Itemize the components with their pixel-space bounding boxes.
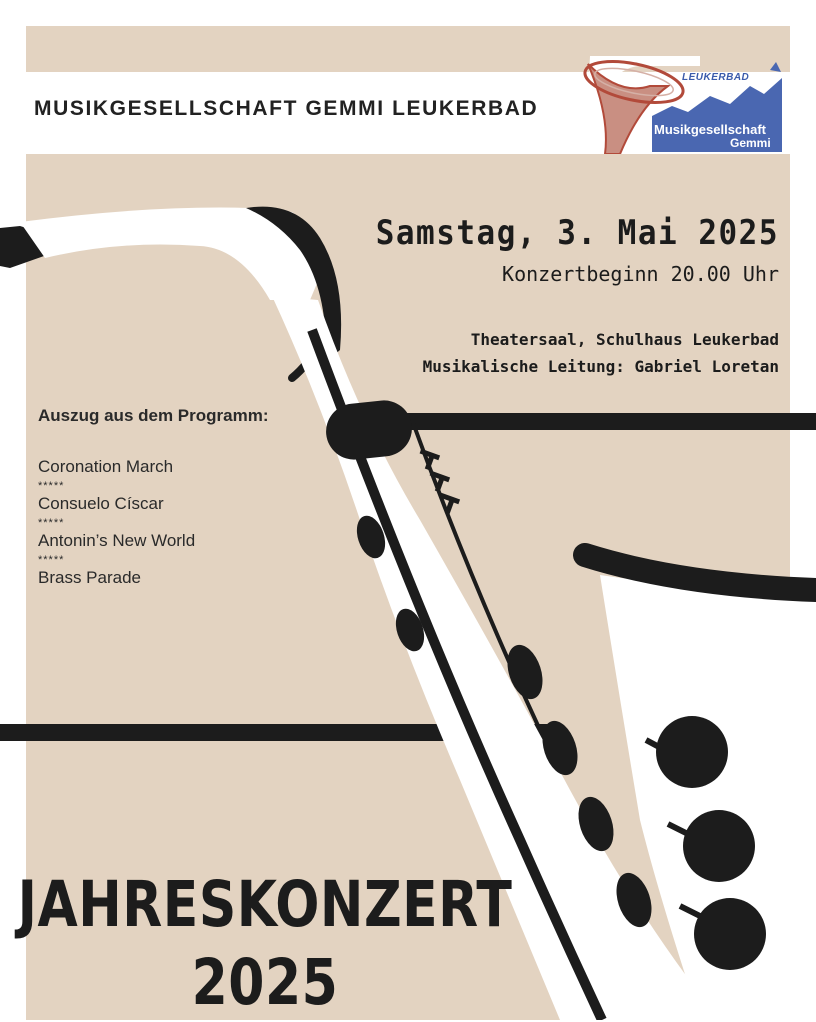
program-heading: Auszug aus dem Programm: [38,406,269,425]
logo-name-line2: Gemmi [730,136,771,150]
concert-title [0,866,530,1022]
program-separator: ***** [38,517,65,529]
society-title: MUSIKGESELLSCHAFT GEMMI LEUKERBAD [34,97,539,120]
horizontal-bar-upper [370,413,816,430]
program-list [38,406,269,589]
concert-title-line1: JAHRESKONZERT [17,868,513,942]
event-date: Samstag, 3. Mai 2025 [375,214,779,253]
program-item: Consuelo Císcar [38,494,164,513]
program-separator: ***** [38,554,65,566]
event-time: Konzertbeginn 20.00 Uhr [502,262,779,286]
program-item: Antonin’s New World [38,531,196,550]
concert-title-line2: 2025 [191,946,339,1020]
program-item: Coronation March [38,457,174,476]
program-item: Brass Parade [38,568,141,587]
program-separator: ***** [38,480,65,492]
event-director: Musikalische Leitung: Gabriel Loretan [422,357,779,376]
event-venue: Theatersaal, Schulhaus Leukerbad [470,330,779,349]
logo-name-line1: Musikgesellschaft [654,122,766,137]
logo-town-name: LEUKERBAD [682,72,750,83]
